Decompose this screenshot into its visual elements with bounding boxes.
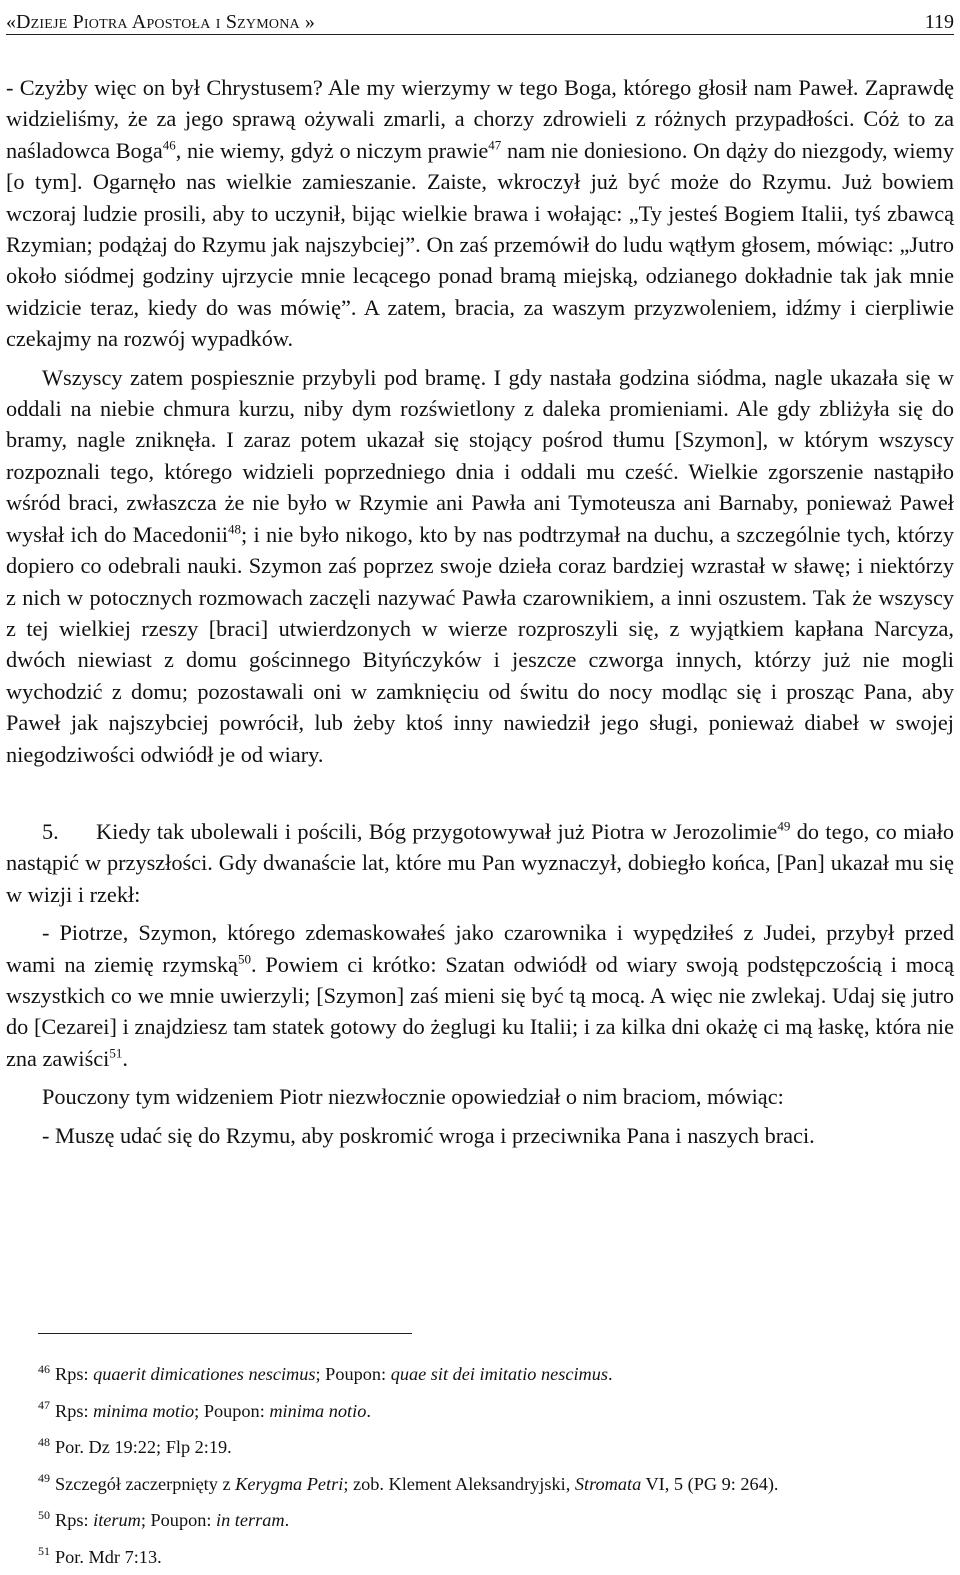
paragraph: Wszyscy zatem pospiesznie przybyli pod bramę. I gdy nastała godzina siódma, nagle ukazała się w oddali na niebie chmura kurzu, niby dym rozświetlony z daleka promieniami. Ale gdy zbliżyła się do bramy, nagle zniknęła. I zaraz potem ukazał się stojący pośrod tłumu [Szymon], w którym wszyscy rozpoznali tego, którego widzieli poprzedniego dnia i oddali mu cześć. Wielkie zgorszenie nastąpiło wśród braci, zwłaszcza że nie było w Rzymie ani Pawła ani Tymoteusza ani Barnaby, ponieważ Paweł wysłał ich do Macedonii$^{48}$; i nie było nikogo, kto by nas podtrzymał na duchu, a szczególnie tych, którzy dopiero co odebrali nauki. Szymon zaś poprzez swoje dzieła coraz bardziej wzrastał w sławę; i niektórzy z nich w potocznych rozmowach zaczęli nazywać Pawła czarownikiem, a inni oszustem. Tak że wszyscy z tej wielkiej rzeszy [braci] utwierdzonych w wierze rozproszyli się, z wyjątkiem kapłana Narcyza, dwóch niewiast z domu gościnnego Bityńczyków i jeszcze czworga innych, którzy już nie mogli wychodzić z domu; pozostawali oni w zamknięciu od świtu do nocy modląc się i prosząc Pana, aby Paweł jak najszybciej powrócił, lub żeby ktoś inny nawiedził jego sługi, ponieważ diabeł w swojej niegodziwości odwiódł je od wiary. bbox=[6, 362, 954, 770]
paragraph: - Piotrze, Szymon, którego zdemaskowałeś jako czarownika i wypędziłeś z Judei, przybył przed wami na ziemię rzymską$^{50}$. Powiem ci krótko: Szatan odwiódł od wiary swoją podstępczością i mocą wszystkich co we mnie uwierzyli; [Szymon] zaś mieni się być tą mocą. A więc nie zwlekaj. Udaj się jutro do [Cezarei] i znajdziesz tam statek gotowy do żeglugi ku Italii; i za kilka dni okażę ci mą łaskę, która nie zna zawiści$^{51}$. bbox=[6, 917, 954, 1074]
footnote-ref[interactable]: 50 bbox=[238, 951, 251, 966]
footnote: $^{50}$ Rps: iterum; Poupon: in terram. bbox=[38, 1502, 954, 1539]
footnote-ref[interactable]: 49 bbox=[777, 819, 790, 834]
footnote-ref[interactable]: 46 bbox=[163, 137, 176, 152]
footnote: $^{47}$ Rps: minima motio; Poupon: minima notio. bbox=[38, 1393, 954, 1430]
footnote: $^{49}$ Szczegół zaczerpnięty z Kerygma Petri; zob. Klement Aleksandryjski, Stromata VI, 5 (PG 9: 264). bbox=[38, 1466, 954, 1503]
running-title: «Dzieje Piotra Apostoła i Szymona » bbox=[6, 11, 315, 34]
page-number: 119 bbox=[925, 11, 954, 34]
footnotes bbox=[38, 1356, 954, 1575]
footnote: $^{48}$ Por. Dz 19:22; Flp 2:19. bbox=[38, 1429, 954, 1466]
running-header bbox=[6, 4, 954, 34]
section-number: 5. bbox=[6, 816, 96, 847]
footnote: $^{46}$ Rps: quaerit dimicationes nescimus; Poupon: quae sit dei imitatio nescimus. bbox=[38, 1356, 954, 1393]
main-text bbox=[6, 72, 954, 1151]
footnote-ref[interactable]: 51 bbox=[109, 1045, 122, 1060]
footnote-ref[interactable]: 48 bbox=[228, 521, 241, 536]
paragraph: - Czyżby więc on był Chrystusem? Ale my wierzymy w tego Boga, którego głosił nam Paweł. Zaprawdę widzieliśmy, że za jego sprawą ożywali zmarli, a chorzy zdrowieli z różnych przypadłości. Cóż to za naśladowca Boga$^{46}$, nie wiemy, gdyż o niczym prawie$^{47}$ nam nie doniesiono. On dąży do niezgody, wiemy [o tym]. Ogarnęło nas wielkie zamieszanie. Zaiste, wkroczył już być może do Rzymu. Już bowiem wczoraj ludzie prosili, aby to uczynił, bijąc wielkie brawa i wołając: „Ty jesteś Bogiem Italii, tyś zbawcą Rzymian; podążaj do Rzymu jak najszybciej”. On zaś przemówił do ludu wątłym głosem, mówiąc: „Jutro około siódmej godziny ujrzycie mnie lecącego ponad bramą miejską, odzianego dokładnie tak jak mnie widzicie teraz, kiedy do was mówię”. A zatem, bracia, za waszym przyzwoleniem, idźmy i cierpliwie czekajmy na rozwój wypadków. bbox=[6, 72, 954, 355]
footnote: $^{51}$ Por. Mdr 7:13. bbox=[38, 1539, 954, 1575]
header-rule bbox=[6, 34, 954, 35]
paragraph: Pouczony tym widzeniem Piotr niezwłocznie opowiedział o nim braciom, mówiąc: bbox=[6, 1081, 954, 1112]
paragraph: - Muszę udać się do Rzymu, aby poskromić wroga i przeciwnika Pana i naszych braci. bbox=[6, 1120, 954, 1151]
footnote-ref[interactable]: 47 bbox=[488, 137, 501, 152]
section-paragraph: 5. Kiedy tak ubolewali i pościli, Bóg przygotowywał już Piotra w Jerozolimie$^{49}$ do tego, co miało nastąpić w przyszłości. Gdy dwanaście lat, które mu Pan wyznaczył, dobiegło końca, [Pan] ukazał mu się w wizji i rzekł: bbox=[6, 816, 954, 910]
footnote-rule bbox=[38, 1333, 412, 1334]
